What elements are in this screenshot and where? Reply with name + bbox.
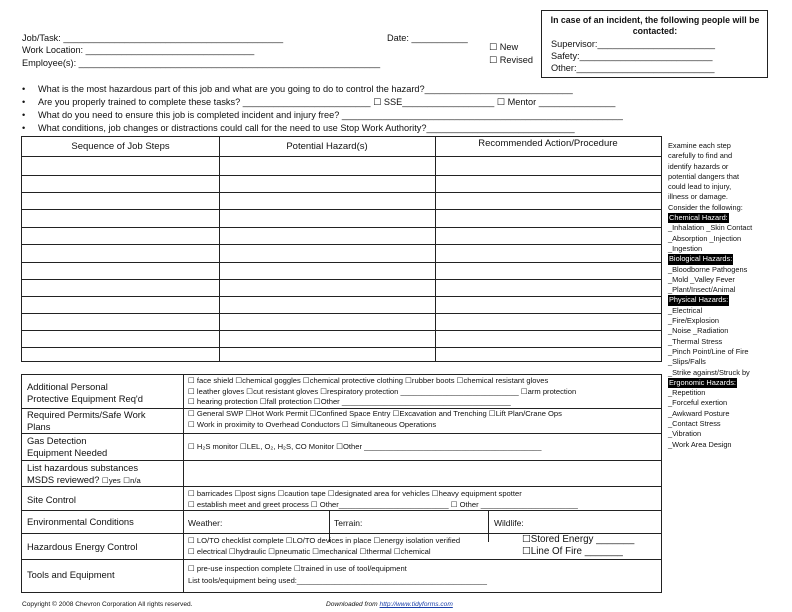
column-divider	[219, 137, 220, 361]
row-line	[22, 192, 661, 193]
weather-field[interactable]: Weather:	[188, 518, 223, 528]
row-line	[22, 262, 661, 263]
question-text[interactable]: What do you need to ensure this job is completed incident and injury free? _______________________________________________________	[37, 110, 623, 120]
question-item: • What do you need to ensure this job is completed incident and injury free? _______________________________________________________	[22, 110, 623, 120]
revised-checkbox[interactable]	[489, 55, 533, 66]
question-item: • Are you properly trained to complete these tasks? _________________________ ☐ SSE__________________ ☐ Mentor _______________	[22, 97, 616, 107]
energy-option-row[interactable]: ☐ LO/TO checklist complete ☐LO/TO devices in place ☐energy isolation verified	[188, 536, 461, 545]
option-text: Stored Energy _______	[530, 534, 635, 545]
guide-line: Consider the following:	[668, 202, 743, 212]
download-link[interactable]: http://www.tidyforms.com	[379, 601, 453, 608]
hazard-option[interactable]: _Noise _Radiation	[668, 326, 729, 336]
guide-intro	[668, 141, 776, 213]
question-text[interactable]: What is the most hazardous part of this job and what are you going to do to control the hazard?_____________________________	[37, 84, 573, 94]
label-line: Equipment Needed	[27, 446, 108, 458]
hazard-option[interactable]: _Contact Stress	[668, 419, 721, 429]
checkbox-icon: ☐	[489, 55, 500, 65]
ergonomic-hazard-heading: Ergonomic Hazards:	[669, 377, 736, 387]
guide-line: illness or damage.	[668, 192, 728, 202]
row-line	[22, 209, 661, 210]
column-header-steps: Sequence of Job Steps	[71, 141, 170, 152]
option-text: n/a	[130, 475, 141, 485]
permit-option-row[interactable]: ☐ General SWP ☐Hot Work Permit ☐Confined Space Entry ☐Excavation and Trenching ☐Lift Plan/Crane Ops	[188, 409, 562, 418]
hazard-option[interactable]: _Vibration	[668, 429, 702, 439]
hazard-option[interactable]: _Awkward Posture	[668, 408, 730, 418]
tools-list-field[interactable]: List tools/equipment being used:_____________________________________________	[188, 575, 487, 585]
incident-contacts-box	[541, 10, 768, 78]
question-item: • What conditions, job changes or distractions could call for the need to use Stop Work Authority?_____________________________	[22, 123, 575, 133]
option-text: electrical ☐hydraulic ☐pneumatic ☐mechanical ☐thermal ☐chemical	[196, 546, 431, 556]
label-line: Plans	[27, 420, 51, 432]
hazard-option[interactable]: _Plant/Insect/Animal	[668, 285, 736, 295]
row-line	[22, 460, 661, 461]
row-line	[22, 486, 661, 487]
ppe-option-row[interactable]: ☐ face shield ☐chemical goggles ☐chemical protective clothing ☐rubber boots ☐chemical resistant gloves	[188, 376, 549, 385]
option-text: face shield ☐chemical goggles ☐chemical protective clothing ☐rubber boots ☐chemical resistant gloves	[196, 376, 549, 385]
energy-options	[188, 536, 460, 557]
column-divider	[435, 137, 436, 361]
hazard-guide-panel	[668, 141, 776, 450]
chemical-hazard-heading: Chemical Hazard:	[669, 213, 728, 223]
other-contact-field[interactable]: Other:___________________________	[551, 63, 715, 73]
guide-line: could lead to injury,	[668, 182, 732, 192]
date-field[interactable]: Date: ___________	[387, 33, 468, 43]
option-text: barricades ☐post signs ☐caution tape ☐designated area for vehicles ☐heavy equipment spotter	[196, 489, 522, 498]
permits-options	[188, 409, 562, 430]
work-location-field[interactable]: Work Location: _________________________________	[22, 45, 255, 55]
hazard-option[interactable]: _Fire/Explosion	[668, 316, 719, 326]
terrain-field[interactable]: Terrain:	[334, 518, 363, 528]
gas-option-row[interactable]: ☐ H₂S monitor ☐LEL, O₂, H₂S, CO Monitor ☐Other __________________________________________	[188, 442, 542, 451]
option-text: pre-use inspection complete ☐trained in use of tool/equipment	[196, 564, 407, 573]
tools-option-row[interactable]: ☐ pre-use inspection complete ☐trained in use of tool/equipment	[188, 564, 407, 573]
stored-energy-checkbox[interactable]: ☐Stored Energy _______	[522, 534, 635, 545]
hazard-option[interactable]: _Slips/Falls	[668, 357, 706, 367]
option-text: establish meet and greet process ☐ Other__________________________ ☐ Other _______________________	[196, 499, 578, 509]
label-line: Required Permits/Safe Work	[27, 409, 146, 420]
new-label: New	[499, 42, 519, 52]
guide-line: potential dangers that	[668, 171, 740, 181]
label-line: Protective Equipment Req'd	[27, 392, 143, 404]
env-divider	[488, 510, 489, 542]
hazard-option[interactable]: _Strike against/Struck by	[668, 367, 750, 377]
employees-field[interactable]: Employee(s): ___________________________________________________________	[22, 58, 381, 68]
label-line: List hazardous substances	[27, 462, 139, 473]
hazard-option[interactable]: _Electrical	[668, 305, 703, 315]
row-line	[22, 313, 661, 314]
physical-hazard-heading: Physical Hazards:	[669, 295, 729, 305]
sse-label: SSE__________________	[383, 97, 495, 107]
mentor-checkbox[interactable]: ☐ Mentor _______________	[496, 97, 616, 107]
question-item: • What is the most hazardous part of this job and what are you going to do to control the hazard?_____________________________	[22, 84, 573, 94]
msds-label	[27, 462, 141, 486]
mentor-label: Mentor _______________	[507, 97, 616, 107]
ppe-label	[27, 381, 143, 404]
msds-yes-checkbox[interactable]: ☐yes	[102, 475, 121, 485]
tools-label: Tools and Equipment	[27, 569, 115, 580]
job-task-field[interactable]: Job/Task: ___________________________________________	[22, 33, 284, 43]
row-line	[22, 296, 661, 297]
download-prefix: Downloaded from	[326, 601, 378, 608]
hazard-option[interactable]: _Mold _Valley Fever	[668, 274, 735, 284]
hazard-option[interactable]: _Repetition	[668, 388, 706, 398]
option-text: Line Of Fire _______	[530, 546, 623, 557]
new-checkbox[interactable]	[489, 42, 518, 53]
site-option-row[interactable]: ☐ establish meet and greet process ☐ Other__________________________ ☐ Other _______________________	[188, 499, 578, 509]
option-text: hearing protection ☐fall protection ☐Other ________________________________________	[196, 397, 511, 406]
ppe-option-row[interactable]: ☐ leather gloves ☐cut resistant gloves ☐respiratory protection ____________________________ ☐arm protection	[188, 386, 577, 396]
label-line: Additional Personal	[27, 381, 108, 392]
hazard-option[interactable]: _Forceful exertion	[668, 398, 728, 408]
option-text: H₂S monitor ☐LEL, O₂, H₂S, CO Monitor ☐Other __________________________________________	[196, 442, 542, 451]
hazard-option[interactable]: _Thermal Stress	[668, 336, 723, 346]
site-option-row[interactable]: ☐ barricades ☐post signs ☐caution tape ☐designated area for vehicles ☐heavy equipment spotter	[188, 489, 522, 498]
ppe-options	[188, 376, 576, 408]
option-text: LO/TO checklist complete ☐LO/TO devices in place ☐energy isolation verified	[196, 536, 461, 545]
line-of-fire-checkbox[interactable]: ☐Line Of Fire _______	[522, 546, 623, 557]
site-options	[188, 489, 578, 510]
row-line	[22, 244, 661, 245]
hazard-option[interactable]: _Inhalation _Skin Contact	[668, 223, 753, 233]
row-line	[22, 510, 661, 511]
row-line	[22, 559, 661, 560]
label-line: Gas Detection	[27, 435, 87, 446]
copyright-text: Copyright © 2008 Chevron Corporation All rights reserved.	[22, 601, 193, 608]
permits-label	[27, 409, 146, 432]
row-line	[22, 279, 661, 280]
sse-checkbox[interactable]: ☐ SSE__________________	[373, 97, 495, 107]
option-text: Work in proximity to Overhead Conductors ☐ Simultaneous Operations	[196, 419, 437, 429]
row-line	[22, 347, 661, 348]
permit-option-row[interactable]: ☐ Work in proximity to Overhead Conductors ☐ Simultaneous Operations	[188, 419, 437, 429]
ppe-option-row[interactable]: ☐ hearing protection ☐fall protection ☐Other ________________________________________	[188, 397, 511, 406]
hazard-option[interactable]: _Pinch Point/Line of Fire	[668, 346, 749, 356]
job-hazard-table	[21, 136, 662, 362]
biological-hazard-heading: Biological Hazards:	[669, 254, 733, 264]
checkbox-icon: ☐	[489, 42, 500, 52]
hazard-option[interactable]: _Absorption _Injection	[668, 233, 742, 243]
row-line	[22, 330, 661, 331]
msds-na-checkbox[interactable]: ☐n/a	[123, 475, 141, 485]
row-line	[22, 227, 661, 228]
row-line	[22, 156, 661, 157]
guide-line: carefully to find and	[668, 151, 733, 161]
gas-detection-label	[27, 435, 107, 458]
safety-field[interactable]: Safety:__________________________	[551, 51, 713, 61]
energy-option-row[interactable]: ☐ electrical ☐hydraulic ☐pneumatic ☐mechanical ☐thermal ☐chemical	[188, 546, 431, 556]
question-text[interactable]: Are you properly trained to complete these tasks? _________________________	[37, 97, 371, 107]
label-line: MSDS reviewed?	[27, 473, 100, 485]
energy-control-label: Hazardous Energy Control	[27, 541, 138, 552]
environmental-label: Environmental Conditions	[27, 516, 134, 527]
column-header-actions: Recommended Action/Procedure	[478, 138, 618, 149]
supervisor-field[interactable]: Supervisor:_______________________	[551, 39, 715, 49]
option-text: leather gloves ☐cut resistant gloves ☐respiratory protection ____________________________ ☐arm protection	[196, 386, 577, 396]
hazard-option[interactable]: _Bloodborne Pathogens	[668, 264, 748, 274]
question-text[interactable]: What conditions, job changes or distractions could call for the need to use Stop Work Authority?_____________________________	[37, 123, 575, 133]
guide-line: identify hazards or	[668, 161, 729, 171]
hazard-option[interactable]: _Work Area Design	[668, 439, 732, 449]
incident-title: In case of an incident, the following people will be contacted:	[550, 15, 760, 36]
hazard-option[interactable]: _Ingestion	[668, 243, 703, 253]
guide-line: Examine each step	[668, 141, 731, 150]
download-note	[326, 601, 453, 608]
wildlife-field[interactable]: Wildlife:	[494, 518, 524, 528]
row-line	[22, 433, 661, 434]
site-control-label: Site Control	[27, 494, 76, 505]
row-line	[22, 175, 661, 176]
tools-options	[188, 563, 487, 586]
option-text: General SWP ☐Hot Work Permit ☐Confined Space Entry ☐Excavation and Trenching ☐Lift Plan/Crane Ops	[196, 409, 562, 418]
revised-label: Revised	[499, 55, 533, 65]
requirements-table	[21, 374, 662, 593]
option-text: yes	[108, 475, 121, 485]
column-header-hazards: Potential Hazard(s)	[286, 141, 368, 152]
